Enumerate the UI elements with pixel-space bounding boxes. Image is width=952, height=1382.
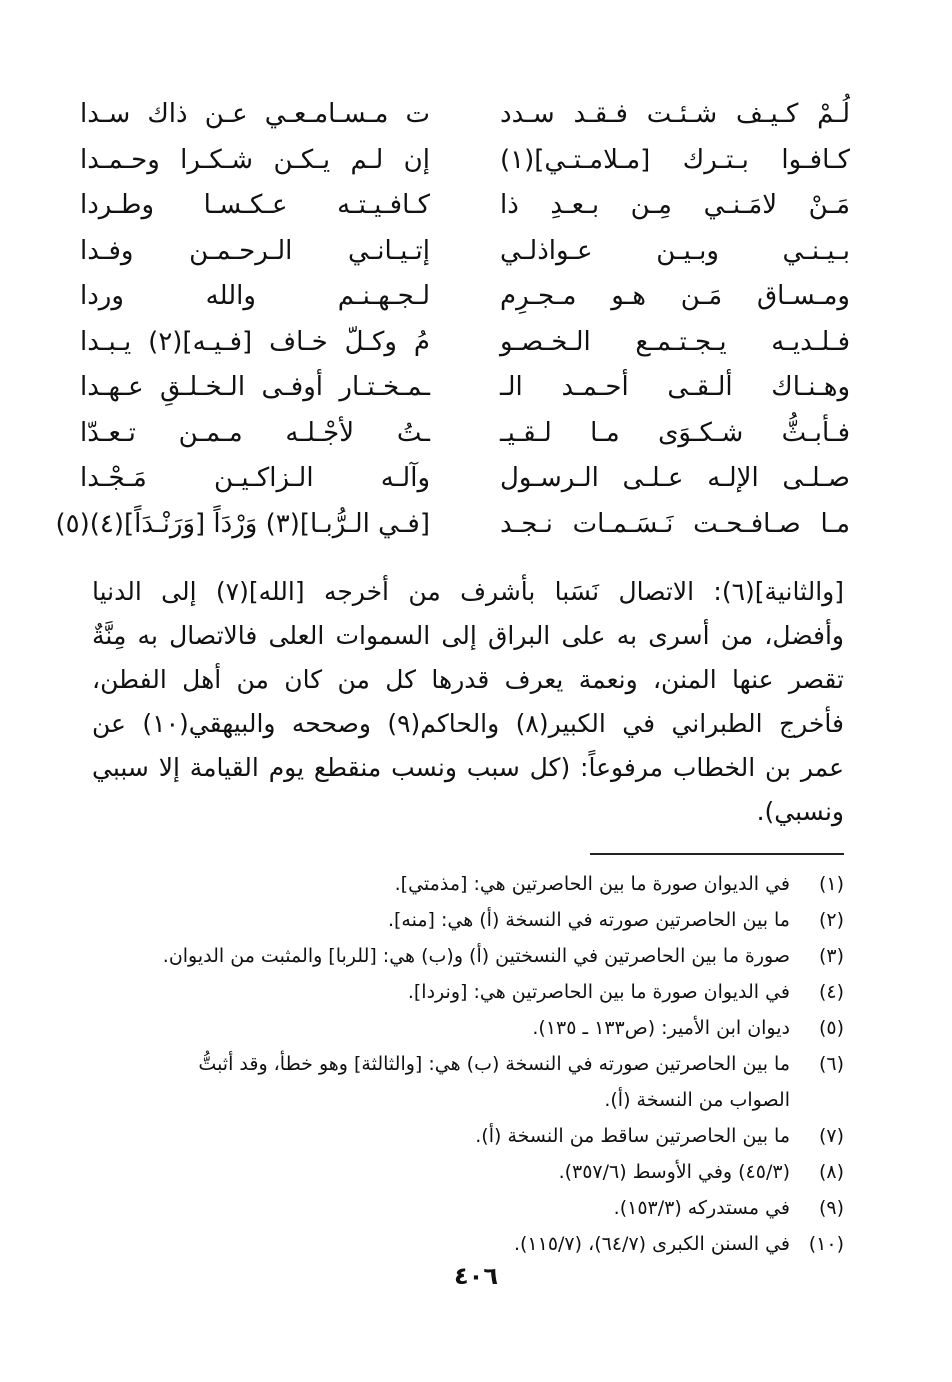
verse-second-hemistich: ت مـسـامـعـي عـن ذاك سـدا bbox=[80, 99, 430, 129]
poem-verse bbox=[80, 183, 850, 229]
footnote-text: ما بين الحاصرتين ساقط من النسخة (أ). bbox=[475, 1125, 790, 1147]
footnote-text: ما بين الحاصرتين صورته في النسخة (أ) هي: [منه]. bbox=[387, 909, 790, 931]
verse-first-hemistich: بـيـنـي وبـيـن عـواذلـي bbox=[500, 235, 850, 266]
footnote-text: في السنن الكبرى (٦٤/٧)، (١١٥/٧). bbox=[513, 1233, 790, 1255]
footnotes bbox=[92, 866, 844, 1262]
verse-second-hemistich: ـتُ لأجْـلـه مـمـن تـعـدّا bbox=[80, 417, 430, 448]
footnote bbox=[92, 902, 844, 938]
prose-line: تقصر عنها المنن، ونعمة يعرف قدرها كل من كان من أهل الفطن، bbox=[92, 665, 844, 694]
footnote bbox=[92, 866, 844, 902]
poem-verse bbox=[80, 274, 850, 320]
verse-second-hemistich: لـجـهـنـم والله وردا bbox=[80, 281, 430, 311]
poem-verse bbox=[80, 320, 850, 366]
footnote-text: في الديوان صورة ما بين الحاصرتين هي: [ونردا]. bbox=[407, 981, 790, 1003]
footnote-text: ديوان ابن الأمير: (ص١٣٣ ـ ١٣٥). bbox=[532, 1017, 790, 1039]
prose-line: فأخرج الطبراني في الكبير(٨) والحاكم(٩) وصححه والبيهقي(١٠) عن bbox=[92, 709, 844, 738]
footnote-number: (٦) bbox=[818, 1053, 844, 1075]
footnote-number: (١٠) bbox=[808, 1233, 844, 1255]
verse-first-hemistich: وهـنـاك ألـقـى أحـمـد الـ bbox=[500, 372, 850, 402]
poem bbox=[55, 92, 850, 547]
poem-verse bbox=[55, 502, 850, 548]
footnote bbox=[92, 1046, 844, 1118]
footnote-separator bbox=[590, 853, 844, 855]
poem-verse bbox=[80, 411, 850, 457]
poem-verse bbox=[80, 92, 850, 138]
prose-line: وأفضل، من أسرى به على البراق إلى السموات العلى فالاتصال به مِنَّةٌ bbox=[92, 621, 844, 650]
verse-second-hemistich: وآلـه الـزاكـيـن مَـجْـدا bbox=[80, 463, 430, 493]
verse-second-hemistich: ـمـخـتـار أوفـى الـخـلـقِ عـهـدا bbox=[80, 372, 430, 402]
footnote bbox=[92, 1154, 844, 1190]
footnote-number: (٥) bbox=[818, 1017, 844, 1039]
verse-second-hemistich: [فـي الـرُّبـا](٣) وَرْدَاً [وَرَنْـدَاً](٤)(٥) bbox=[55, 508, 430, 539]
verse-second-hemistich: إن لـم يـكـن شـكـرا وحـمـدا bbox=[80, 144, 430, 175]
footnote bbox=[92, 1118, 844, 1154]
footnote bbox=[92, 938, 844, 974]
footnote-number: (٣) bbox=[818, 945, 844, 967]
poem-verse bbox=[80, 365, 850, 411]
verse-first-hemistich: صـلـى الإلـه عـلـى الـرسـول bbox=[500, 463, 850, 493]
footnote bbox=[92, 1190, 844, 1226]
prose-line: [والثانية](٦): الاتصال نَسَبا بأشرف من أخرجه [الله](٧) إلى الدنيا bbox=[92, 577, 844, 606]
verse-first-hemistich: مَـنْ لامَـنـي مِـن بـعـدِ ذا bbox=[500, 190, 850, 220]
footnote-number: (٧) bbox=[818, 1125, 844, 1147]
footnote-text: ما بين الحاصرتين صورته في النسخة (ب) هي: [والثالثة] وهو خطأ، وقد أثبتُّ bbox=[198, 1053, 790, 1075]
verse-second-hemistich: كـافـيـتـه عـكـسـا وطـردا bbox=[80, 190, 430, 220]
poem-verse bbox=[80, 138, 850, 184]
prose-line: ونسبي). bbox=[756, 797, 844, 826]
verse-first-hemistich: مـا صـافـحـت نَـسَـمـات نـجـد bbox=[500, 508, 850, 539]
footnote-text: في مستدركه (١٥٣/٣). bbox=[613, 1197, 790, 1219]
footnote bbox=[92, 974, 844, 1010]
poem-verse bbox=[80, 456, 850, 502]
poem-verse bbox=[80, 229, 850, 275]
footnote-number: (٨) bbox=[818, 1161, 844, 1183]
verse-first-hemistich: فـلـديـه يـجـتـمـع الـخـصـو bbox=[500, 326, 850, 357]
footnote-number: (١) bbox=[818, 873, 844, 895]
verse-first-hemistich: كـافـوا بـتـرك [مـلامـتـي](١) bbox=[500, 144, 850, 175]
page-number: ٤٠٦ bbox=[454, 1262, 498, 1290]
footnote-text: صورة ما بين الحاصرتين في النسختين (أ) و(ب) هي: [للربا] والمثبت من الديوان. bbox=[162, 945, 790, 967]
footnote bbox=[92, 1010, 844, 1046]
verse-second-hemistich: إتـيـانـي الـرحـمـن وفـدا bbox=[80, 235, 430, 266]
footnote-text: (٤٥/٣) وفي الأوسط (٣٥٧/٦). bbox=[558, 1161, 790, 1183]
verse-first-hemistich: لُـمْ كـيـف شـئـت فـقـد سـدد bbox=[500, 99, 850, 129]
prose-line: عمر بن الخطاب مرفوعاً: (كل سبب ونسب منقطع يوم القيامة إلا سببي bbox=[92, 753, 844, 782]
prose-paragraph bbox=[92, 570, 844, 834]
footnote-number: (٩) bbox=[818, 1197, 844, 1219]
verse-first-hemistich: فـأبـثُّ شـكـوَى مـا لـقـيـ bbox=[500, 417, 850, 448]
verse-second-hemistich: مُ وكـلّ خـاف [فـيـه](٢) يـبـدا bbox=[80, 326, 430, 357]
verse-first-hemistich: ومـسـاق مَـن هـو مـجـرِم bbox=[500, 281, 850, 311]
footnote-text: في الديوان صورة ما بين الحاصرتين هي: [مذمتي]. bbox=[394, 873, 790, 895]
footnote-number: (٤) bbox=[818, 981, 844, 1003]
footnote-number: (٢) bbox=[818, 909, 844, 931]
footnote bbox=[92, 1226, 844, 1262]
footnote-continuation: الصواب من النسخة (أ). bbox=[604, 1089, 790, 1111]
